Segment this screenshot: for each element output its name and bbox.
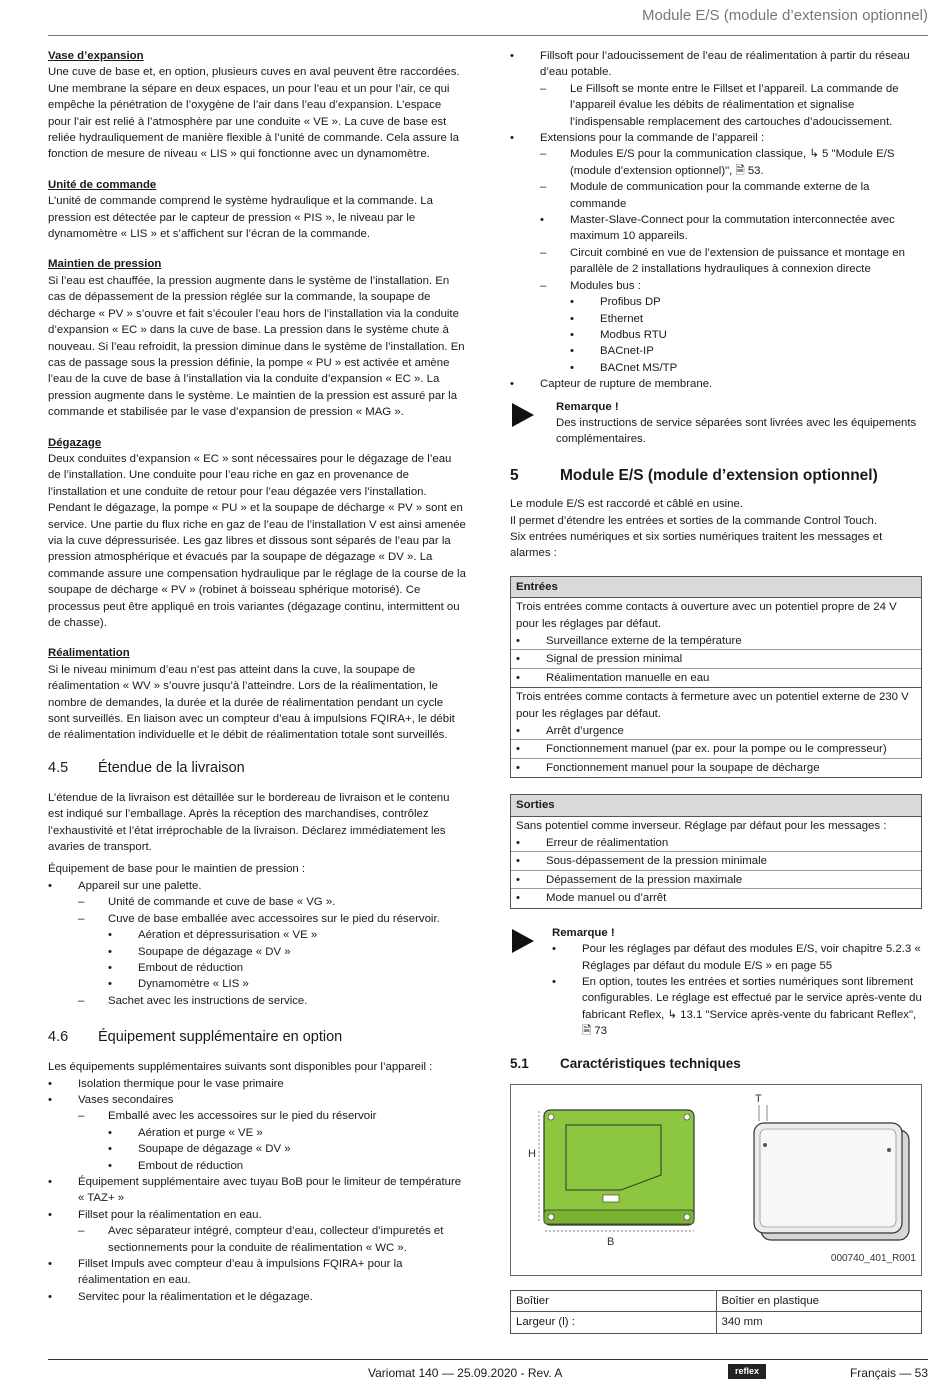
list-item: • Fillset pour la réalimentation en eau. [48, 1207, 466, 1223]
list-item: • Mode manuel ou d’arrêt [511, 888, 921, 906]
s45-text: L’étendue de la livraison est détaillée sur le bordereau de livraison et le contenu est indiqué sur l’emballage. Après la réception des marchandises, contrôlez l’exhaustivité et l’état irréprochable de la livraison. Déclarez immédiatement les avaries de transport. [48, 791, 450, 854]
list-item: – Unité de commande et cuve de base « VG ». [48, 894, 466, 910]
unite-text: L’unité de commande comprend le système hydraulique et la commande. La pression est détectée par le capteur de pression « PIS », le niveau par le dynamomètre « LIS » et s’affichent sur l’écran de la commande. [48, 195, 433, 241]
list-item: – Le Fillsoft se monte entre le Fillset et l’appareil. La commande de l’appareil évalue les débits de réalimentation et signalise l’indispensable remplacement des cartouches d’adoucissement. [510, 81, 922, 130]
spec-value: 340 mm [716, 1312, 922, 1333]
list-item: • Profibus DP [510, 294, 922, 310]
sorties-head: Sorties [511, 795, 922, 816]
spec-label: Largeur (l) : [511, 1312, 717, 1333]
list-item: • Extensions pour la commande de l’appareil : [510, 130, 922, 146]
maintien-text: Si l’eau est chauffée, la pression augmente dans le système de l’installation. En cas de dépassement de la pression réglée sur la commande, la soupape de décharge « PV » s’ouvre et fait s’écouler l’eau hors de l’installation via la conduite d’expansion « EC » dans la cuve de base. La pression dans le système chute à nouveau. Si l’eau refroidit, la pression diminue dans le système de l’installation. En cas de passage sous la pression définie, la pompe « PU » est activée et amène l’eau de la cuve de base à l’installation via la conduite d’expansion « EC ». La pression augmente dans le système. Le maintien de la pression est assuré par la commande et stabilisée par le vase d’expansion de pression « MAG ». [48, 274, 465, 419]
list-item: • Aération et purge « VE » [48, 1125, 466, 1141]
list-item: • Ethernet [510, 311, 922, 327]
list-item: • Pour les réglages par défaut des modules E/S, voir chapitre 5.2.3 « Réglages par défaut du module E/S » en page 55 [552, 941, 922, 974]
footer-page: Français — 53 [849, 1366, 928, 1380]
list-item: • En option, toutes les entrées et sorties numériques sont librement configurables. Le réglage est effectué par le service après-vente du fabricant Reflex, ↳ 13.1 "Service après-vente du fabricant Reflex", 🗎 73 [552, 974, 922, 1040]
spec-value: Boîtier en plastique [716, 1290, 922, 1311]
fig-label-h: H [528, 1147, 536, 1160]
list-item: • Fillsoft pour l’adoucissement de l’eau de réalimentation à partir du réseau d’eau potable. [510, 48, 922, 81]
options-list [510, 48, 922, 393]
entrees-a-text: Trois entrées comme contacts à ouverture avec un potentiel propre de 24 V pour les réglages par défaut. [516, 601, 897, 630]
section-4-5-heading [48, 758, 466, 778]
list-item: • Signal de pression minimal [511, 649, 921, 667]
list-item: • Master-Slave-Connect pour la commutation interconnectée avec maximum 10 appareils. [510, 212, 922, 245]
entrees-table [510, 576, 922, 778]
list-item: • BACnet-IP [510, 343, 922, 359]
list-item: • Surveillance externe de la température [511, 632, 921, 649]
section-4-6-heading [48, 1027, 466, 1047]
entrees-group-b [511, 688, 922, 778]
page-footer [48, 1359, 928, 1383]
section-title: Caractéristiques techniques [560, 1055, 741, 1071]
module-front-view [539, 1110, 694, 1231]
s46-list [48, 1076, 466, 1306]
maintien-title: Maintien de pression [48, 258, 162, 271]
remark-title: Remarque ! [552, 926, 615, 939]
list-item: • Fonctionnement manuel pour la soupape de décharge [511, 758, 921, 776]
realim-section [48, 645, 466, 743]
remark-text: Des instructions de service séparées sont livrées avec les équipements complémentaires. [556, 416, 917, 446]
remark-arrow-icon [512, 403, 534, 427]
s5-p1: Le module E/S est raccordé et câblé en usine. [510, 498, 744, 511]
section-number: 4.5 [48, 759, 69, 776]
s46-intro: Les équipements supplémentaires suivants sont disponibles pour l’appareil : [48, 1061, 433, 1074]
reflex-logo: reflex [728, 1364, 766, 1379]
sorties-table [510, 794, 922, 908]
remark-note [510, 399, 922, 448]
remark-arrow-icon [512, 929, 534, 953]
spec-label: Boîtier [511, 1290, 717, 1311]
realim-title: Réalimentation [48, 647, 130, 660]
list-item: • Capteur de rupture de membrane. [510, 376, 922, 392]
list-item: • Réalimentation manuelle en eau [511, 668, 921, 686]
table-row [511, 1312, 922, 1333]
right-column [510, 48, 922, 1334]
vase-title: Vase d’expansion [48, 50, 144, 62]
entrees-b-text: Trois entrées comme contacts à fermeture avec un potentiel externe de 230 V pour les réglages par défaut. [516, 691, 909, 720]
list-item: – Modules E/S pour la communication classique, ↳ 5 "Module E/S (module d’extension optionnel)", 🗎 53. [510, 146, 922, 179]
spec-table [510, 1290, 922, 1334]
list-item: – Circuit combiné en vue de l’extension de puissance et montage en parallèle de 2 installations hydrauliques à connexion directe [510, 245, 922, 278]
left-column [48, 48, 466, 1305]
list-item: • BACnet MS/TP [510, 360, 922, 376]
list-item: – Sachet avec les instructions de service. [48, 993, 466, 1009]
module-illustration [511, 1085, 921, 1275]
list-item: • Aération et dépressurisation « VE » [48, 927, 466, 943]
list-item: • Soupape de dégazage « DV » [48, 1141, 466, 1157]
remark-list [552, 941, 922, 1039]
list-item: – Module de communication pour la commande externe de la commande [510, 179, 922, 212]
list-item: • Erreur de réalimentation [511, 834, 921, 851]
section-number: 5 [510, 466, 519, 484]
list-item: • Soupape de dégazage « DV » [48, 944, 466, 960]
list-item: – Modules bus : [510, 278, 922, 294]
section-5-heading [510, 468, 922, 484]
footer-document: Variomat 140 — 25.09.2020 - Rev. A [368, 1366, 563, 1380]
degazage-text: Deux conduites d’expansion « EC » sont nécessaires pour le dégazage de l’eau de l’installation. Une conduite pour l’eau riche en gaz en provenance de l’installation et une conduite de retour pour l’eau dégazée vers l’installation. Pendant le dégazage, la pompe « PU » et la soupape de décharge « PV » sont en service. Une partie du flux riche en gaz de l’eau de l’installation V est ainsi amenée via la cuve dépressurisée. Les gaz libres et dissous sont séparés de l’eau par la pression atmosphérique et évacués par la soupape de dégazage « DV ». La commande assure une compensation hydraulique par le réglage de la course de la soupape de décharge « PV » (robinet à boisseau sphérique motorisé). Ce processus peut être appliqué en trois variantes (dégazage continu, intermittent ou de chasse). [48, 452, 466, 629]
fig-label-b: B [607, 1235, 615, 1248]
s5-p2: Il permet d’étendre les entrées et sorties de la commande Control Touch. [510, 514, 878, 527]
list-item: • Arrêt d’urgence [511, 722, 921, 739]
section-number: 4.6 [48, 1029, 69, 1046]
maintien-section [48, 256, 466, 420]
s45-list [48, 878, 466, 1009]
degazage-title: Dégazage [48, 436, 102, 449]
entrees-head: Entrées [511, 576, 922, 597]
section-5-1-heading [510, 1056, 922, 1072]
remark-note-2 [510, 925, 922, 1040]
figure-code: 000740_401_R001 [830, 1252, 916, 1264]
list-item: • Dynamomètre « LIS » [48, 976, 466, 992]
list-item: • Isolation thermique pour le vase primaire [48, 1076, 466, 1092]
running-title: Module E/S (module d’extension optionnel) [641, 7, 928, 24]
list-item: • Fillset Impuls avec compteur d’eau à impulsions FQIRA+ pour la réalimentation en eau. [48, 1256, 466, 1289]
list-item: • Modbus RTU [510, 327, 922, 343]
realim-text: Si le niveau minimum d’eau n’est pas atteint dans la cuve, la soupape de réalimentation « WV » s’ouvre jusqu’à l’atteindre. Lors de la réalimentation, le nombre de demandes, la durée et la durée de réalimentation pendant un cycle sont surveillés. En liaison avec un compteur d’eau à impulsions FQIRA+, le débit de réalimentation individuelle et le débit de réalimentation totale sont surveillés. [48, 663, 455, 742]
list-item: – Avec séparateur intégré, compteur d’eau, collecteur d’impuretés et sectionnements pour la conduite de réalimentation « WC ». [48, 1223, 466, 1256]
list-item: – Emballé avec les accessoires sur le pied du réservoir [48, 1108, 466, 1124]
list-item: • Équipement supplémentaire avec tuyau BoB pour le limiteur de température « TAZ+ » [48, 1174, 466, 1207]
degazage-section [48, 435, 466, 632]
unite-title: Unité de commande [48, 178, 157, 191]
list-item: • Embout de réduction [48, 960, 466, 976]
section-number: 5.1 [510, 1055, 529, 1071]
list-item: • Embout de réduction [48, 1158, 466, 1174]
vase-section [48, 48, 466, 163]
s5-p3: Six entrées numériques et six sorties numériques traitent les messages et alarmes : [510, 530, 883, 560]
vase-text: Une cuve de base et, en option, plusieurs cuves en aval peuvent être raccordées. Une membrane la sépare en deux espaces, un pour l’eau et un pour l’air, ce qui empêche la pénétration de l’oxygène de l’air dans l’eau d’expansion. L’espace pour l’air est relié à l’atmosphère par une conduite « VE ». La cuve de base est reliée hydrauliquement de manière flexible à l’unité de commande. Cela assure la fonction de mesure de niveau « LIS » qui fonctionne avec un dynamomètre. [48, 66, 460, 161]
list-item: • Vases secondaires [48, 1092, 466, 1108]
section-title: Équipement supplémentaire en option [98, 1029, 343, 1046]
page-header [48, 6, 928, 36]
section-title: Module E/S (module d’extension optionnel) [560, 466, 878, 484]
list-item: – Cuve de base emballée avec accessoires sur le pied du réservoir. [48, 911, 466, 927]
module-side-view [754, 1105, 909, 1240]
list-item: • Sous-dépassement de la pression minimale [511, 851, 921, 869]
list-item: • Servitec pour la réalimentation et le dégazage. [48, 1289, 466, 1305]
list-item: • Appareil sur une palette. [48, 878, 466, 894]
s45-intro: Équipement de base pour le maintien de pression : [48, 863, 306, 876]
sorties-text: Sans potentiel comme inverseur. Réglage par défaut pour les messages : [516, 819, 887, 832]
section-title: Étendue de la livraison [98, 759, 245, 776]
table-row [511, 1290, 922, 1311]
module-figure [510, 1084, 922, 1276]
sorties-body [511, 816, 922, 908]
unite-section [48, 177, 466, 243]
remark-title: Remarque ! [556, 400, 619, 413]
fig-label-t: T [755, 1092, 762, 1105]
list-item: • Fonctionnement manuel (par ex. pour la pompe ou le compresseur) [511, 739, 921, 757]
entrees-group-a [511, 598, 922, 688]
list-item: • Dépassement de la pression maximale [511, 870, 921, 888]
